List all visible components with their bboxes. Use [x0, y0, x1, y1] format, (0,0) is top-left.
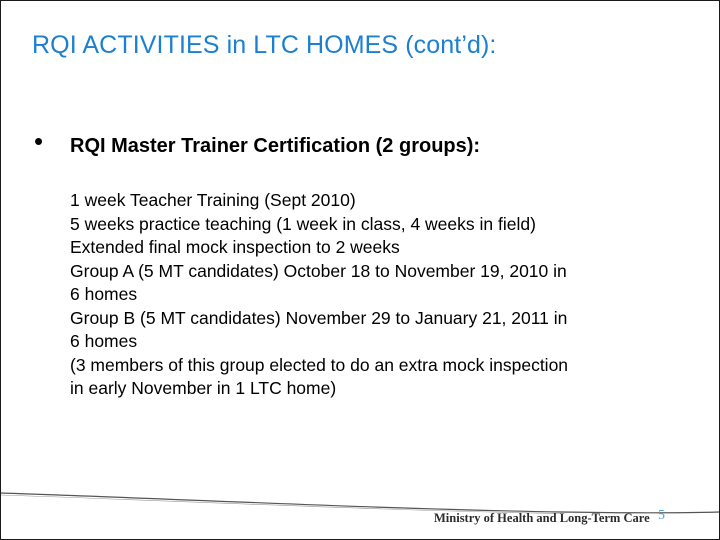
ministry-footer: Ministry of Health and Long-Term Care — [434, 511, 650, 525]
body-line: 5 weeks practice teaching (1 week in class, 4 weeks in field) — [70, 213, 536, 234]
body-line: Group A (5 MT candidates) October 18 to November 19, 2010 in — [70, 260, 567, 281]
body-text — [70, 189, 568, 401]
page-number: 5 — [658, 508, 665, 523]
body-line: Group B (5 MT candidates) November 29 to January 21, 2011 in — [70, 307, 568, 328]
bullet-icon: • — [34, 126, 44, 156]
bullet-heading: RQI Master Trainer Certification (2 groups): — [70, 135, 481, 157]
slide-title: RQI ACTIVITIES in LTC HOMES (cont’d): — [32, 31, 497, 59]
body-line: 6 homes — [70, 284, 138, 304]
body-line: Extended final mock inspection to 2 weeks — [70, 237, 400, 257]
body-line: in early November in 1 LTC home) — [70, 378, 337, 398]
body-line: 6 homes — [70, 331, 138, 351]
body-line: (3 members of this group elected to do an extra mock inspection — [70, 354, 569, 375]
body-line: 1 week Teacher Training (Sept 2010) — [70, 190, 356, 210]
